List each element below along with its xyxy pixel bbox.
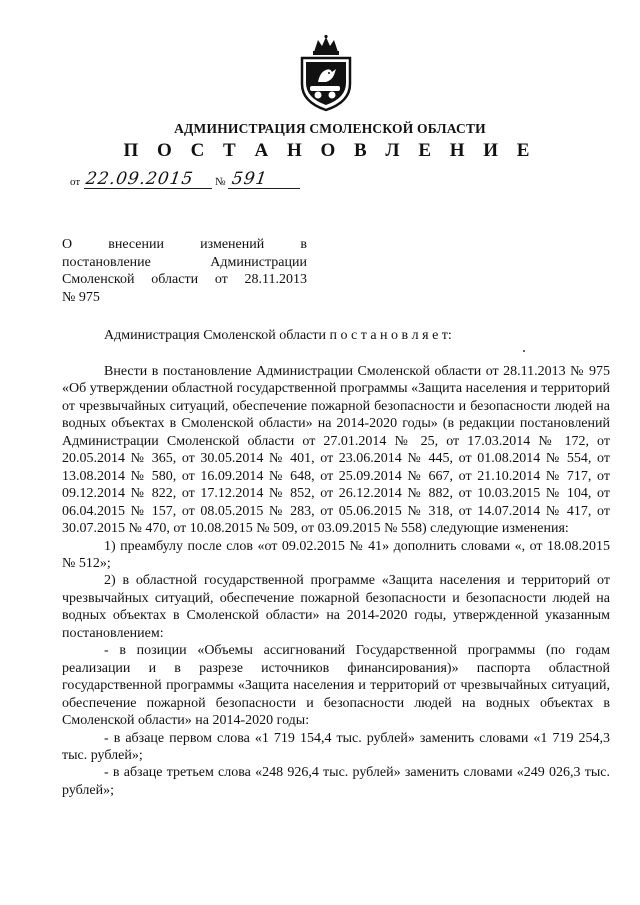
subject-line: постановление Администрации [62, 254, 307, 270]
document-body [62, 363, 610, 799]
registration-line [70, 166, 330, 192]
resolution-intro: Администрация Смоленской области п о с т а н о в л я е т: [104, 328, 452, 343]
subject-line: О внесении изменений в [62, 237, 307, 252]
document-subject [62, 236, 307, 306]
number-label: № [215, 176, 226, 188]
date-label: от [70, 176, 81, 188]
scan-speck [523, 350, 525, 352]
smolensk-coat-of-arms-icon [294, 34, 358, 112]
document-type-title: П О С Т А Н О В Л Е Н И Е [123, 140, 537, 161]
body-paragraph: - в абзаце третьем слова «248 926,4 тыс. рублей» заменить словами «249 026,3 тыс. рублей»; [62, 765, 610, 798]
body-paragraph: - в позиции «Объемы ассигнований Государственной программы (по годам реализации и в разрезе источников финансирования)» паспорта областной государственной программы «Защита населения и территорий от чрезвычайных ситуаций, обеспечение пожарной безопасности и безопасности людей на водных объектах в Смоленской области» на 2014-2020 годы: [62, 643, 610, 729]
body-paragraph: Внести в постановление Администрации Смоленской области от 28.11.2013 № 975 «Об утверждении областной государственной программы «Защита населения и территорий от чрезвычайных ситуаций, обеспечение пожарной безопасности и безопасности людей на водных объектах в Смоленской области» на 2014-2020 годы» (в редакции постановлений Администрации Смоленской области от 27.01.2014 № 25, от 17.03.2014 № 172, от 20.05.2014 № 365, от 30.05.2014 № 401, от 23.06.2014 № 445, от 01.08.2014 № 554, от 13.08.2014 № 580, от 16.09.2014 № 648, от 25.09.2014 № 667, от 21.10.2014 № 717, от 09.12.2014 № 822, от 17.12.2014 № 852, от 26.12.2014 № 882, от 10.03.2015 № 104, от 06.04.2015 № 157, от 08.05.2015 № 283, от 05.06.2015 № 318, от 14.07.2014 № 417, от 30.07.2015 № 470, от 10.08.2015 № 509, от 03.09.2015 № 558) следующие изменения: [62, 364, 610, 537]
body-paragraph: 1) преамбулу после слов «от 09.02.2015 № 41» дополнить словами «, от 18.08.2015 № 512»; [62, 538, 610, 571]
body-paragraph: - в абзаце первом слова «1 719 154,4 тыс. рублей» заменить словами «1 719 254,3 тыс. рублей»; [62, 730, 610, 763]
subject-line: № 975 [62, 289, 100, 305]
body-paragraph: 2) в областной государственной программе «Защита населения и территорий от чрезвычайных ситуаций, обеспечение пожарной безопасности и безопасности людей на водных объектах в Смоленской области» на 2014-2020 годы, утвержденной указанным постановлением: [62, 573, 610, 641]
date-value: 22.09.2015 [84, 169, 195, 189]
organization-title: АДМИНИСТРАЦИЯ СМОЛЕНСКОЙ ОБЛАСТИ [174, 121, 486, 136]
number-value: 591 [230, 169, 269, 189]
subject-line: Смоленской области от 28.11.2013 [62, 272, 307, 287]
